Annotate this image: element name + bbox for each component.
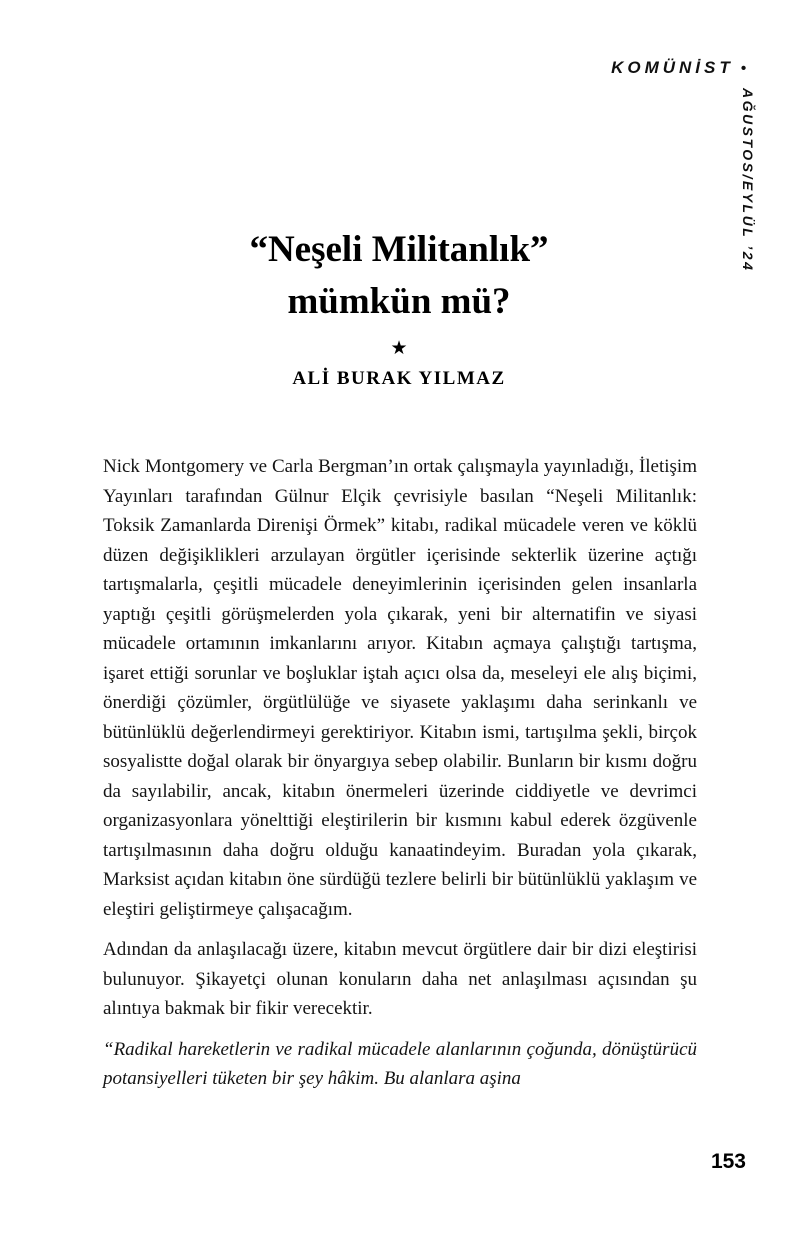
author-name: ALİ BURAK YILMAZ: [292, 368, 506, 389]
article-title: [0, 224, 798, 328]
journal-masthead: [611, 58, 746, 78]
article-body: [103, 452, 697, 1105]
paragraph-quote: “Radikal hareketlerin ve radikal mücadele alanlarının çoğunda, dönüştürücü potansiyelleri tüketen bir şey hâkim. Bu alanlara aşina: [103, 1038, 697, 1089]
paragraph-1: Nick Montgomery ve Carla Bergman’ın ortak çalışmayla yayınladığı, İletişim Yayınları tarafından Gülnur Elçik çevrisiyle basılan “Neşeli Militanlık: Toksik Zamanlarda Direnişi Örmek” kitabı, radikal mücadele veren ve köklü düzen değişiklikleri arzulayan örgütler içerisinde sekterlik üzerine açtığı tartışmalarla, çeşitli mücadele deneyimlerinin içerisinden gelen insanlarla yaptığı çeşitli görüşmelerden yola çıkarak, yeni bir alternatifin ve siyasi mücadele ortamının imkanlarını arıyor. Kitabın açmaya çalıştığı tartışma, işaret ettiği sorunlar ve boşluklar iştah açıcı olsa da, meseleyi ele alış biçimi, önerdiği çözümler, örgütlülüğe ve siyasete yaklaşımı daha serinkanlı ve bütünlüklü değerlendirmeyi gerektiriyor. Kitabın ismi, tartışılma şekli, birçok sosyalistte doğal olarak bir önyargıya sebep olabilir. Bunların bir kısmı doğru da sayılabilir, ancak, kitabın önermeleri üzerinde ciddiyetle ve devrimci organizasyonlara yönelttiği eleştirilerin bir kısmını kabul ederek özgüvenle tartışılmasının daha doğru olduğu kanaatindeyim. Buradan yola çıkarak, Marksist açıdan kitabın öne sürdüğü tezlere belirli bir bütünlüklü yaklaşım ve eleştiri geliştirmeye çalışacağım.: [103, 456, 697, 920]
issue-date-vertical: AĞUSTOS/EYLÜL ’24: [740, 88, 756, 273]
star-divider-icon: ★: [390, 338, 408, 359]
bullet-icon: •: [740, 60, 746, 77]
page-number: 153: [710, 1150, 746, 1173]
journal-title: KOMÜNİST: [611, 58, 734, 77]
article-title-line2: mümkün mü?: [287, 281, 511, 322]
article-title-line1: “Neşeli Militanlık”: [249, 229, 549, 270]
paragraph-2: Adından da anlaşılacağı üzere, kitabın mevcut örgütlere dair bir dizi eleştirisi bulunuyor. Şikayetçi olunan konuların daha net anlaşılması açısından şu alıntıya bakmak bir fikir verecektir.: [103, 939, 697, 1019]
